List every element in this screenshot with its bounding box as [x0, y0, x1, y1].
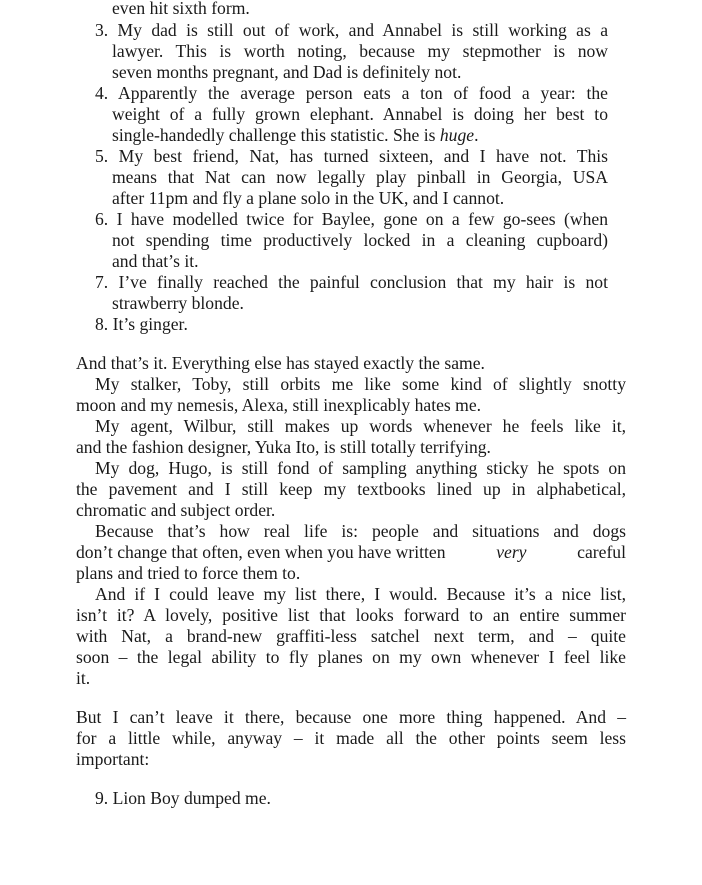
- list-item-5-line-2: means that Nat can now legally play pinball in Georgia, USA: [112, 167, 608, 187]
- list-item-4-line-2: weight of a fully grown elephant. Annabel is doing her best to: [112, 104, 608, 124]
- paragraph-6-line-1: And if I could leave my list there, I would. Because it’s a nice list,: [95, 584, 626, 604]
- paragraph-4-line-2: the pavement and I still keep my textbooks lined up in alphabetical,: [76, 479, 626, 499]
- list-item-2-tail: even hit sixth form.: [112, 0, 250, 18]
- list-item-3-line-2: lawyer. This is worth noting, because my stepmother is now: [112, 41, 608, 61]
- paragraph-5-line-2: [76, 542, 626, 563]
- list-item-4-line-3-end: .: [474, 125, 479, 145]
- list-item-9: 9. Lion Boy dumped me.: [95, 788, 271, 808]
- list-item-7-line-2: strawberry blonde.: [112, 293, 244, 313]
- paragraph-2-line-2: moon and my nemesis, Alexa, still inexplicably hates me.: [76, 395, 482, 415]
- paragraph-6-line-2: isn’t it? A lovely, positive list that looks forward to an entire summer: [76, 605, 626, 625]
- paragraph-7-line-1: But I can’t leave it there, because one more thing happened. And –: [76, 707, 626, 727]
- list-item-5-line-1: 5. My best friend, Nat, has turned sixteen, and I have not. This: [95, 146, 608, 166]
- paragraph-6-line-4: soon – the legal ability to fly planes on my own whenever I feel like: [76, 647, 626, 667]
- paragraph-3-line-2: and the fashion designer, Yuka Ito, is still totally terrifying.: [76, 437, 491, 457]
- list-item-5-line-3: after 11pm and fly a plane solo in the UK, and I cannot.: [112, 188, 505, 208]
- paragraph-3-line-1: My agent, Wilbur, still makes up words whenever he feels like it,: [95, 416, 626, 436]
- list-item-4-line-1: 4. Apparently the average person eats a ton of food a year: the: [95, 83, 608, 103]
- list-item-4-line-3-text: single-handedly challenge this statistic. She is: [112, 125, 440, 145]
- paragraph-7-line-3: important:: [76, 749, 150, 769]
- paragraph-4-line-3: chromatic and subject order.: [76, 500, 276, 520]
- emphasis-very: very: [496, 542, 527, 562]
- paragraph-1: And that’s it. Everything else has stayed exactly the same.: [76, 353, 485, 373]
- paragraph-4-line-1: My dog, Hugo, is still fond of sampling anything sticky he spots on: [95, 458, 626, 478]
- list-item-6-line-2: not spending time productively locked in a cleaning cupboard): [112, 230, 608, 250]
- list-item-4-line-3: [112, 125, 478, 146]
- paragraph-5-line-3: plans and tried to force them to.: [76, 563, 301, 583]
- paragraph-2-line-1: My stalker, Toby, still orbits me like some kind of slightly snotty: [95, 374, 626, 394]
- paragraph-5-line-2-text: don’t change that often, even when you have written: [76, 542, 450, 562]
- paragraph-5-line-2-end: careful: [572, 542, 626, 562]
- paragraph-6-line-3: with Nat, a brand-new graffiti-less satchel next term, and – quite: [76, 626, 626, 646]
- list-item-3-line-1: 3. My dad is still out of work, and Annabel is still working as a: [95, 20, 608, 40]
- list-item-7-line-1: 7. I’ve finally reached the painful conclusion that my hair is not: [95, 272, 608, 292]
- paragraph-7-line-2: for a little while, anyway – it made all the other points seem less: [76, 728, 626, 748]
- list-item-6-line-1: 6. I have modelled twice for Baylee, gone on a few go-sees (when: [95, 209, 608, 229]
- emphasis-huge: huge: [439, 125, 475, 145]
- list-item-8: 8. It’s ginger.: [95, 314, 188, 334]
- paragraph-6-line-5: it.: [76, 668, 91, 688]
- list-item-3-line-3: seven months pregnant, and Dad is definitely not.: [112, 62, 462, 82]
- list-item-6-line-3: and that’s it.: [112, 251, 199, 271]
- paragraph-5-line-1: Because that’s how real life is: people and situations and dogs: [95, 521, 626, 541]
